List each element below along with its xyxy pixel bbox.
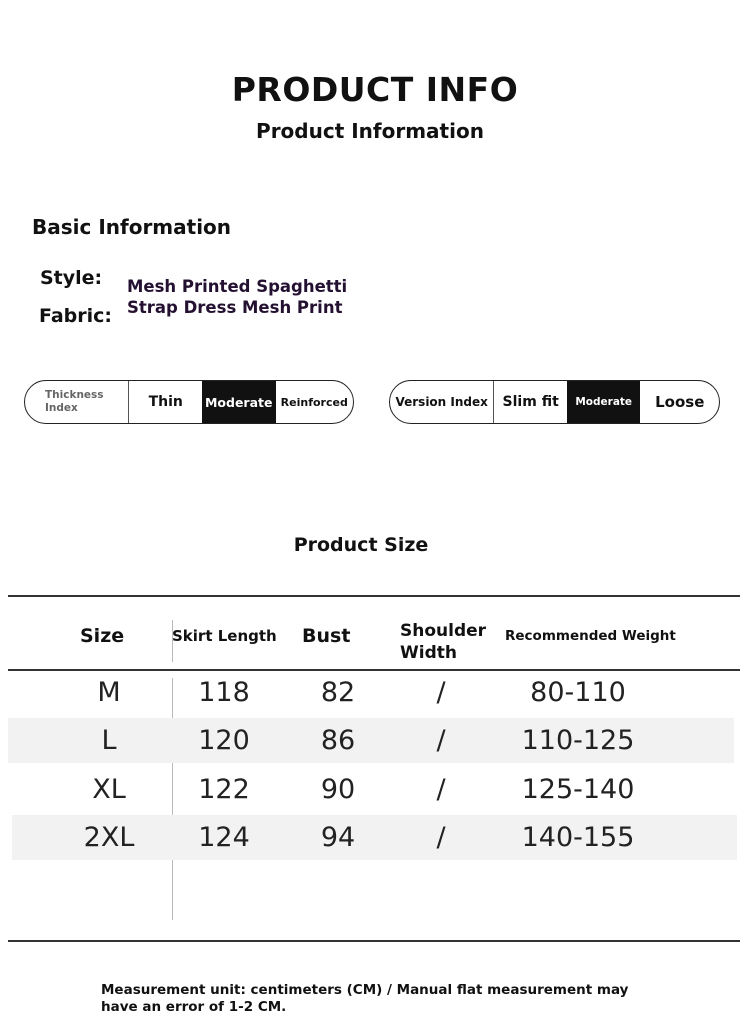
thickness-index-label: Thickness Index: [45, 389, 104, 414]
version-option-slim-fit: Slim fit: [493, 381, 567, 423]
header-shoulder-width: Shoulder Width: [400, 621, 487, 663]
cell-recommended-weight: 110-125: [521, 725, 635, 756]
cell-shoulder-width: /: [436, 822, 446, 853]
header-bust: Bust: [302, 625, 351, 647]
cell-bust: 94: [320, 822, 356, 853]
cell-size: 2XL: [83, 822, 135, 853]
cell-skirt-length: 124: [198, 822, 250, 853]
cell-shoulder-width: /: [436, 725, 446, 756]
version-option-loose: Loose: [655, 393, 705, 411]
version-index-label: Version Index: [395, 395, 488, 409]
header-size: Size: [80, 625, 125, 647]
thickness-index-scale: [24, 380, 354, 424]
size-table-title: Product Size: [293, 534, 429, 556]
cell-skirt-length: 118: [198, 677, 250, 708]
cell-skirt-length: 122: [198, 774, 250, 805]
version-option-moderate: Moderate: [567, 381, 641, 423]
table-top-rule: [8, 595, 740, 597]
style-value: Mesh Printed Spaghetti Strap Dress Mesh Print: [127, 277, 348, 317]
basic-info-heading: Basic Information: [32, 215, 232, 239]
header-skirt-length: Skirt Length: [172, 627, 277, 645]
style-label: Style:: [40, 267, 103, 289]
page-subtitle: Product Information: [256, 119, 484, 143]
cell-shoulder-width: /: [436, 677, 446, 708]
thickness-option-moderate: Moderate: [202, 381, 276, 423]
cell-recommended-weight: 80-110: [530, 677, 626, 708]
cell-recommended-weight: 140-155: [521, 822, 635, 853]
cell-recommended-weight: 125-140: [521, 774, 635, 805]
table-header-rule: [8, 669, 740, 671]
table-bottom-rule: [8, 940, 740, 942]
fabric-label: Fabric:: [39, 305, 113, 327]
cell-size: XL: [92, 774, 126, 805]
version-index-scale: [389, 380, 720, 424]
cell-bust: 86: [320, 725, 356, 756]
thickness-option-thin: Thin: [128, 381, 202, 423]
cell-skirt-length: 120: [198, 725, 250, 756]
page-title: PRODUCT INFO: [231, 70, 519, 109]
cell-size: M: [97, 677, 121, 708]
cell-size: L: [101, 725, 117, 756]
thickness-option-reinforced: Reinforced: [280, 395, 348, 409]
header-recommended-weight: Recommended Weight: [505, 628, 676, 644]
cell-bust: 90: [320, 774, 356, 805]
cell-bust: 82: [320, 677, 356, 708]
cell-shoulder-width: /: [436, 774, 446, 805]
measurement-footnote: Measurement unit: centimeters (CM) / Manual flat measurement may have an error of 1-2 CM.: [101, 982, 629, 1015]
